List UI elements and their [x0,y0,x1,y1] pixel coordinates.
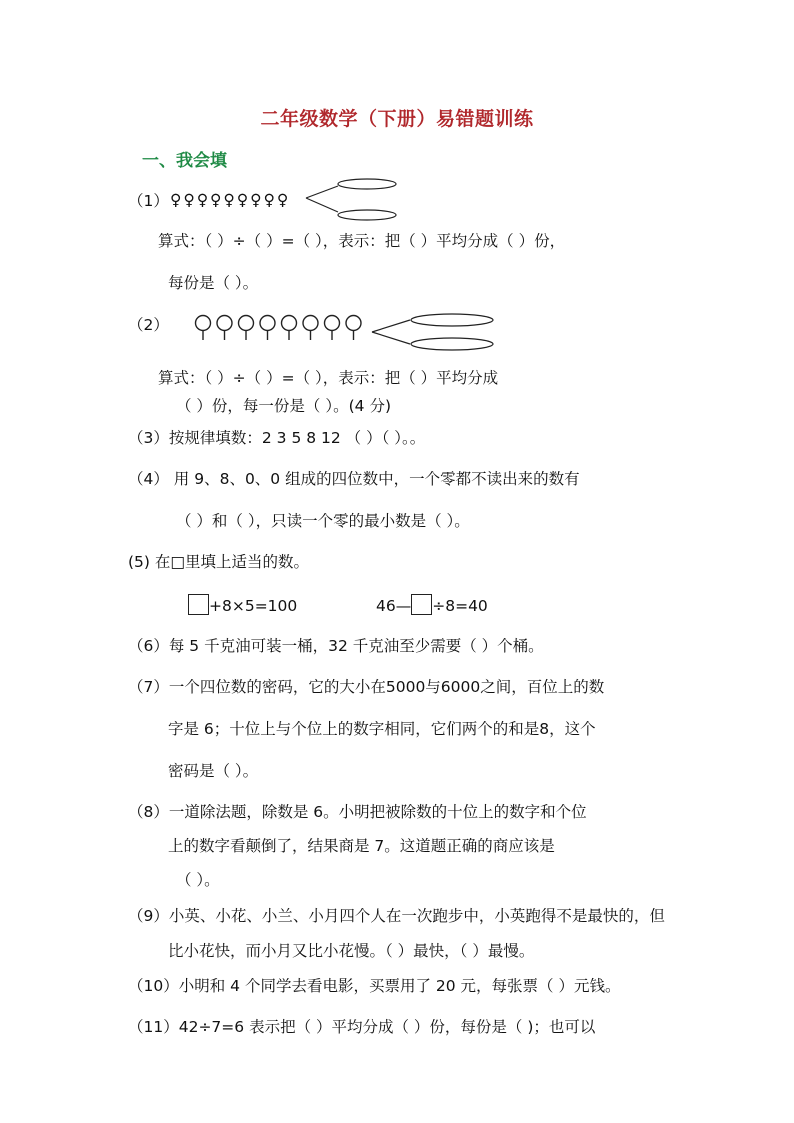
q1-formula-continued: 每份是（ ）。 [168,274,259,292]
page-title: 二年级数学（下册）易错题训练 [260,108,534,130]
lollipop-icon [346,316,361,341]
q4-line2: （ ）和（ ），只读一个零的最小数是（ ）。 [176,512,470,530]
answer-box[interactable] [188,594,209,615]
lollipop-icon [325,316,340,341]
q2-label: （2） [128,316,169,334]
q1-formula: 算式：（ ）÷（ ）=（ ），表示：把（ ）平均分成（ ）份， [158,232,566,250]
q11-text: （11）42÷7=6 表示把（ ）平均分成（ ）份，每份是（ )；也可以 [128,1018,596,1036]
q5-expression-2: 46— ÷8=40 [376,594,488,616]
q9-line1: （9）小英、小花、小兰、小月四个人在一次跑步中，小英跑得不是最快的，但 [128,907,665,925]
q7-line1: （7）一个四位数的密码，它的大小在5000与6000之间，百位上的数 [128,678,605,696]
q5-line1: (5) 在□里填上适当的数。 [128,553,310,571]
q2-formula: 算式：（ ）÷（ ）=（ ），表示：把（ ）平均分成 [158,369,499,387]
q4-line1: （4） 用 9、8、0、0 组成的四位数中，一个零都不读出来的数有 [128,470,580,488]
lollipop-icon [260,316,275,341]
q5-expression-1: +8×5=100 [188,594,297,616]
q7-line3: 密码是（ ）。 [168,762,259,780]
q2-grouping-diagram [370,312,500,362]
lollipop-icon [193,314,373,344]
lollipop-icon [196,316,211,341]
q1-grouping-diagram [304,176,404,226]
lollipop-icon [239,316,254,341]
female-symbol-icon: ♀♀♀♀♀♀♀♀♀ [170,191,291,209]
q3-text: （3）按规律填数：2 3 5 8 12 （ ）（ ）。。 [128,429,426,447]
q9-line2: 比小花快，而小月又比小花慢。（ ）最快，（ ）最慢。 [168,942,535,960]
lollipop-icon [282,316,297,341]
q1-label: （1） [128,192,169,210]
q8-line1: （8）一道除法题，除数是 6。小明把被除数的十位上的数字和个位 [128,803,587,821]
answer-box[interactable] [411,594,432,615]
lollipop-icon [217,316,232,341]
lollipop-icon [303,316,318,341]
section-heading: 一、我会填 [142,151,227,171]
q2-formula-continued: （ ）份，每一份是（ ）。(4 分) [176,397,391,415]
q8-line3: （ ）。 [176,871,220,889]
q6-text: （6）每 5 千克油可装一桶，32 千克油至少需要（ ）个桶。 [128,637,544,655]
q7-line2: 字是 6；十位上与个位上的数字相同，它们两个的和是8，这个 [168,720,596,738]
q10-text: （10）小明和 4 个同学去看电影，买票用了 20 元，每张票（ ）元钱。 [128,977,621,995]
q8-line2: 上的数字看颠倒了，结果商是 7。这道题正确的商应该是 [168,837,555,855]
